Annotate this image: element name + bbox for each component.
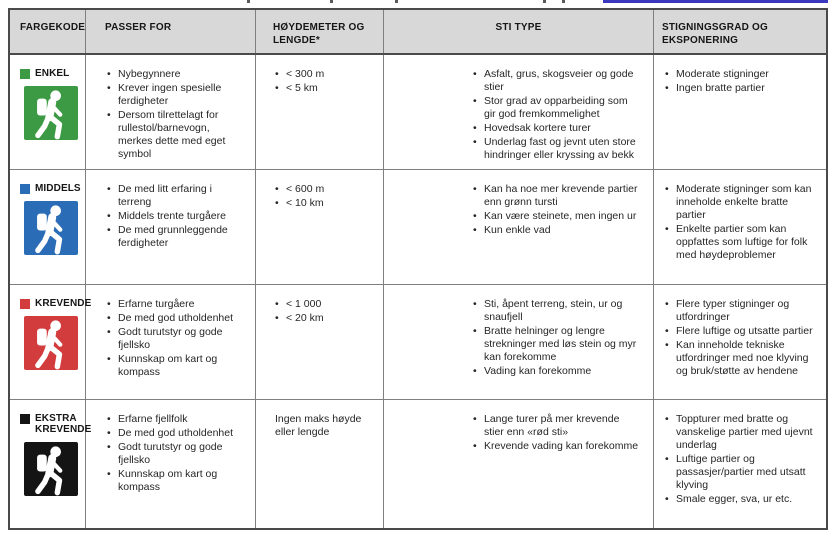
- sti-type-list: [472, 298, 639, 378]
- text-fragment: [562, 0, 565, 3]
- list-item: • Hovedsak kortere turer: [472, 122, 639, 135]
- list-item: • Godt turutstyr og gode fjellsko: [106, 441, 243, 467]
- fargekode-cell: [10, 400, 92, 528]
- hoydemeter-cell: [256, 400, 384, 528]
- list-item: • Underlag fast og jevnt uten store hindringer eller kryssing av bekk: [472, 136, 639, 162]
- hoydemeter-list: [274, 68, 371, 95]
- stigningsgrad-list: [664, 413, 818, 506]
- hoydemeter-cell: [256, 55, 384, 169]
- table-header-row: [10, 10, 826, 55]
- text-fragment: [543, 0, 546, 3]
- hoydemeter-note: Ingen maks høyde eller lengde: [275, 413, 362, 438]
- list-item: • De med god utholdenhet: [106, 427, 243, 440]
- grade-label: [20, 413, 92, 435]
- sti-type-cell: [384, 400, 654, 528]
- list-item: • Kan være steinete, men ingen ur: [472, 210, 639, 223]
- list-item: • De med grunnleggende ferdigheter: [106, 224, 243, 250]
- color-swatch: [20, 414, 30, 424]
- table-row: [10, 55, 826, 170]
- hoydemeter-list: [274, 183, 371, 210]
- header-fargekode: FARGEKODE: [10, 10, 86, 53]
- list-item: • Toppturer med bratte og vanskelige partier med ujevnt underlag: [664, 413, 818, 452]
- list-item: • < 10 km: [274, 197, 371, 210]
- sti-type-cell: [384, 55, 654, 169]
- table-row: [10, 285, 826, 400]
- passer-for-cell: [86, 400, 256, 528]
- color-swatch: [20, 69, 30, 79]
- list-item: • Dersom tilrettelagt for rullestol/barnevogn, merkes dette med eget symbol: [106, 109, 243, 161]
- hiker-icon: [24, 86, 78, 140]
- passer-for-list: [106, 413, 243, 494]
- list-item: • Flere luftige og utsatte partier: [664, 325, 818, 338]
- grade-label: [20, 183, 81, 194]
- stigningsgrad-list: [664, 68, 818, 95]
- list-item: • Kun enkle vad: [472, 224, 639, 237]
- list-item: • Middels trente turgåere: [106, 210, 243, 223]
- list-item: • Nybegynnere: [106, 68, 243, 81]
- hiker-icon: [24, 201, 78, 255]
- table-body: [10, 55, 826, 528]
- grade-label: [20, 298, 92, 309]
- list-item: • Stor grad av opparbeiding som gir god fremkommelighet: [472, 95, 639, 121]
- list-item: • Lange turer på mer krevende stier enn «rød sti»: [472, 413, 639, 439]
- list-item: • < 600 m: [274, 183, 371, 196]
- list-item: • Krevende vading kan forekomme: [472, 440, 639, 453]
- list-item: • Erfarne turgåere: [106, 298, 243, 311]
- grade-label-text: EKSTRA KREVENDE: [35, 413, 92, 435]
- passer-for-cell: [86, 170, 256, 284]
- text-fragment: [247, 0, 250, 3]
- sti-type-list: [472, 68, 639, 162]
- stigningsgrad-cell: [654, 170, 826, 284]
- list-item: • < 5 km: [274, 82, 371, 95]
- list-item: • Ingen bratte partier: [664, 82, 818, 95]
- sti-type-list: [472, 183, 639, 237]
- header-stigningsgrad: STIGNINGSGRAD OG EKSPONERING: [662, 22, 768, 46]
- list-item: • Kunnskap om kart og kompass: [106, 468, 243, 494]
- list-item: • Flere typer stigninger og utfordringer: [664, 298, 818, 324]
- list-item: • Enkelte partier som kan oppfattes som luftige for folk med høydeproblemer: [664, 223, 818, 262]
- fargekode-cell: [10, 170, 86, 284]
- list-item: • Smale egger, sva, ur etc.: [664, 493, 818, 506]
- list-item: • Luftige partier og passasjer/partier med utsatt klyving: [664, 453, 818, 492]
- cropped-link-underline[interactable]: [603, 0, 828, 3]
- list-item: • Krever ingen spesielle ferdigheter: [106, 82, 243, 108]
- table-row: [10, 170, 826, 285]
- sti-type-list: [472, 413, 639, 453]
- hoydemeter-cell: [256, 285, 384, 399]
- text-fragment: [395, 0, 398, 3]
- list-item: • Moderate stigninger som kan inneholde enkelte bratte partier: [664, 183, 818, 222]
- passer-for-list: [106, 298, 243, 379]
- list-item: • Godt turutstyr og gode fjellsko: [106, 326, 243, 352]
- list-item: • Kan inneholde tekniske utfordringer med noe klyving og bruk/støtte av hendene: [664, 339, 818, 378]
- header-hoydemeter: HØYDEMETER OG LENGDE*: [256, 10, 384, 53]
- list-item: • < 300 m: [274, 68, 371, 81]
- passer-for-list: [106, 183, 243, 250]
- grade-label-text: ENKEL: [35, 68, 70, 79]
- color-swatch: [20, 299, 30, 309]
- stigningsgrad-cell: [654, 400, 826, 528]
- text-fragment: [330, 0, 333, 3]
- hiker-icon: [24, 442, 78, 496]
- stigningsgrad-list: [664, 183, 818, 262]
- hiker-icon: [24, 316, 78, 370]
- header-sti-type: STI TYPE: [384, 10, 654, 53]
- fargekode-cell: [10, 285, 92, 399]
- grade-label: [20, 68, 81, 79]
- grade-label-text: KREVENDE: [35, 298, 92, 309]
- list-item: • Moderate stigninger: [664, 68, 818, 81]
- stigningsgrad-cell: [654, 285, 826, 399]
- list-item: • Kunnskap om kart og kompass: [106, 353, 243, 379]
- list-item: • < 1 000: [274, 298, 371, 311]
- passer-for-cell: [86, 285, 256, 399]
- header-passer-for: PASSER FOR: [86, 10, 256, 53]
- stigningsgrad-cell: [654, 55, 826, 169]
- list-item: • Kan ha noe mer krevende partier enn grønn tursti: [472, 183, 639, 209]
- list-item: • De med litt erfaring i terreng: [106, 183, 243, 209]
- passer-for-cell: [86, 55, 256, 169]
- table-row: [10, 400, 826, 528]
- passer-for-list: [106, 68, 243, 161]
- list-item: • Vading kan forekomme: [472, 365, 639, 378]
- list-item: • < 20 km: [274, 312, 371, 325]
- list-item: • Sti, åpent terreng, stein, ur og snaufjell: [472, 298, 639, 324]
- hoydemeter-list: [274, 298, 371, 325]
- list-item: • Erfarne fjellfolk: [106, 413, 243, 426]
- list-item: • Bratte helninger og lengre strekninger med løs stein og myr kan forekomme: [472, 325, 639, 364]
- cropped-text-remnant: [0, 0, 835, 6]
- grade-label-text: MIDDELS: [35, 183, 81, 194]
- sti-type-cell: [384, 170, 654, 284]
- hoydemeter-cell: [256, 170, 384, 284]
- fargekode-cell: [10, 55, 86, 169]
- trail-grading-table: [8, 8, 828, 530]
- stigningsgrad-list: [664, 298, 818, 378]
- list-item: • Asfalt, grus, skogsveier og gode stier: [472, 68, 639, 94]
- color-swatch: [20, 184, 30, 194]
- sti-type-cell: [384, 285, 654, 399]
- list-item: • De med god utholdenhet: [106, 312, 243, 325]
